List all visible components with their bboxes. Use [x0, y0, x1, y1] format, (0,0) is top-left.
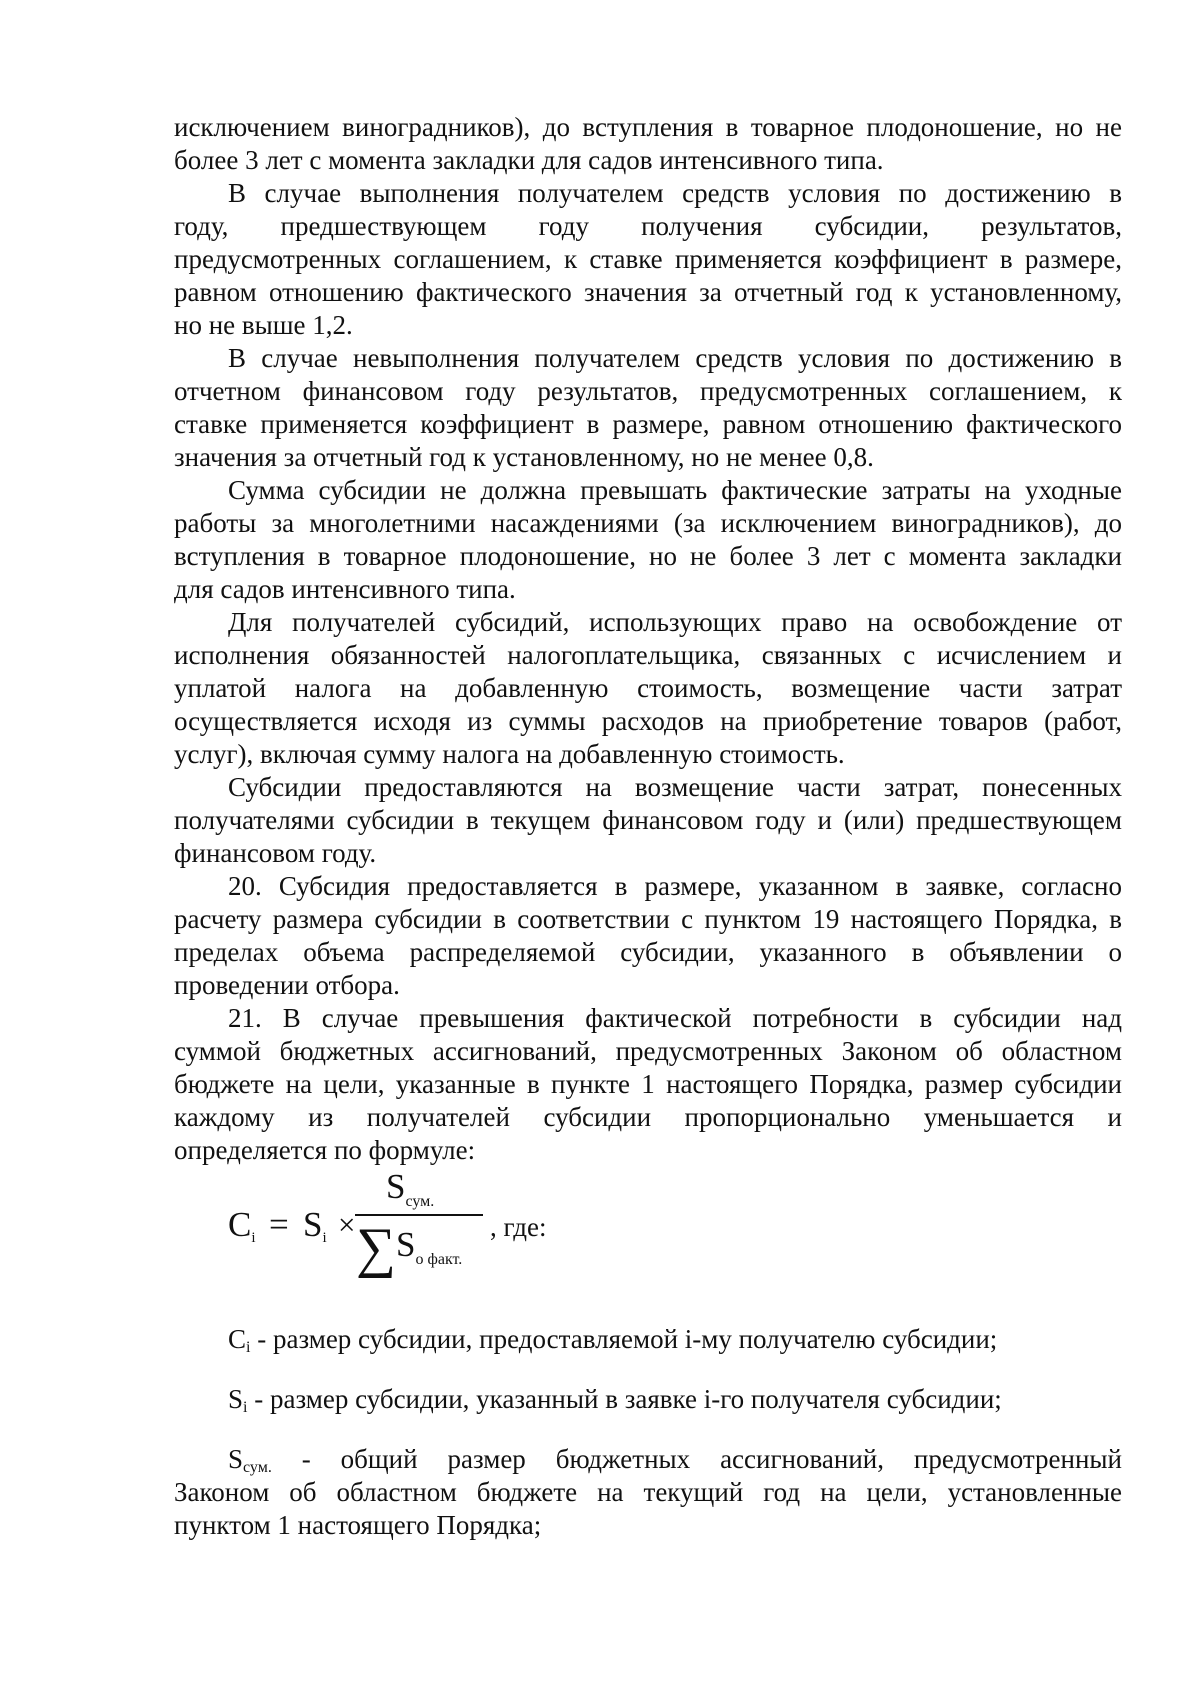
text-line: пределах объема распределяемой субсидии, указанного в объявлении о — [174, 937, 1122, 967]
formula-where: , где: — [490, 1212, 547, 1242]
fraction-bar — [355, 1214, 483, 1216]
text-line: пунктом 1 настоящего Порядка; — [174, 1510, 542, 1540]
sum-symbol: ∑ — [356, 1217, 396, 1279]
paragraph-vat — [174, 606, 1122, 771]
text-line: определяется по формуле: — [174, 1135, 476, 1165]
text-line: году, предшествующем году получения субсидии, результатов, — [174, 211, 1122, 241]
text-line: но не выше 1,2. — [174, 310, 353, 340]
text-line: предусмотренных соглашением, к ставке применяется коэффициент в размере, — [174, 244, 1122, 274]
text-line: услуг), включая сумму налога на добавленную стоимость. — [174, 739, 845, 769]
text-line: Сумма субсидии не должна превышать фактические затраты на уходные — [228, 475, 1122, 505]
text-line: более 3 лет с момента закладки для садов интенсивного типа. — [174, 145, 884, 175]
text-line: расчету размера субсидии в соответствии с пунктом 19 настоящего Порядка, в — [174, 904, 1122, 934]
paragraph-20 — [174, 870, 1122, 1002]
text-line: отчетном финансовом году результатов, предусмотренных соглашением, к — [174, 376, 1122, 406]
text-line: суммой бюджетных ассигнований, предусмотренных Законом об областном — [174, 1036, 1122, 1066]
text-line: Законом об областном бюджете на текущий год на цели, установленные — [174, 1477, 1122, 1507]
definition-ssum — [174, 1443, 1122, 1542]
text-line: исключением виноградников), до вступления в товарное плодоношение, но не — [174, 112, 1122, 142]
text-line: 20. Субсидия предоставляется в размере, указанном в заявке, согласно — [228, 871, 1122, 901]
formula-equals: = — [269, 1205, 289, 1244]
text-line: равном отношению фактического значения за отчетный год к установленному, — [174, 277, 1122, 307]
text-line: Si - размер субсидии, указанный в заявке i-го получателя субсидии; — [228, 1384, 1002, 1416]
formula-numerator: $S_{сум.}$ — [386, 1167, 435, 1210]
definition-si — [174, 1383, 1122, 1416]
formula-ci: $C_i$ — [228, 1205, 256, 1246]
text-line: проведении отбора. — [174, 970, 400, 1000]
paragraph-achievement — [174, 177, 1122, 342]
text-line: получателями субсидии в текущем финансовом году и (или) предшествующем — [174, 805, 1122, 835]
text-line: Субсидии предоставляются на возмещение части затрат, понесенных — [228, 772, 1122, 802]
text-line: В случае невыполнения получателем средств условия по достижению в — [228, 343, 1122, 373]
text-line: финансовом году. — [174, 838, 377, 868]
formula-times: × — [338, 1207, 356, 1242]
paragraph-sum-limit — [174, 474, 1122, 606]
text-line: работы за многолетними насаждениями (за исключением виноградников), до — [174, 508, 1122, 538]
subsidy-formula — [174, 1167, 1122, 1296]
text-line: каждому из получателей субсидии пропорционально уменьшается и — [174, 1102, 1122, 1132]
paragraph-failure — [174, 342, 1122, 474]
text-line: значения за отчетный год к установленному, но не менее 0,8. — [174, 442, 874, 472]
text-line: Sсум. - общий размер бюджетных ассигнований, предусмотренный — [228, 1444, 1122, 1476]
formula-si: $S_i$ — [303, 1205, 327, 1246]
text-line: вступления в товарное плодоношение, но не более 3 лет с момента закладки — [174, 541, 1122, 571]
paragraph-period — [174, 771, 1122, 870]
formula-denominator: $S_{о факт.}$ — [396, 1225, 463, 1268]
text-line: Для получателей субсидий, использующих право на освобождение от — [228, 607, 1122, 637]
paragraph-intro — [174, 111, 1122, 177]
text-line: В случае выполнения получателем средств условия по достижению в — [228, 178, 1122, 208]
text-line: ставке применяется коэффициент в размере, равном отношению фактического — [174, 409, 1122, 439]
paragraph-21 — [174, 1002, 1122, 1167]
text-line: Ci - размер субсидии, предоставляемой i-му получателю субсидии; — [228, 1324, 998, 1356]
text-line: исполнения обязанностей налогоплательщика, связанных с исчислением и — [174, 640, 1122, 670]
text-line: осуществляется исходя из суммы расходов на приобретение товаров (работ, — [174, 706, 1122, 736]
text-line: уплатой налога на добавленную стоимость, возмещение части затрат — [174, 673, 1122, 703]
text-line: 21. В случае превышения фактической потребности в субсидии над — [228, 1003, 1122, 1033]
definition-ci — [174, 1323, 1122, 1356]
text-line: для садов интенсивного типа. — [174, 574, 516, 604]
text-line: бюджете на цели, указанные в пункте 1 настоящего Порядка, размер субсидии — [174, 1069, 1122, 1099]
